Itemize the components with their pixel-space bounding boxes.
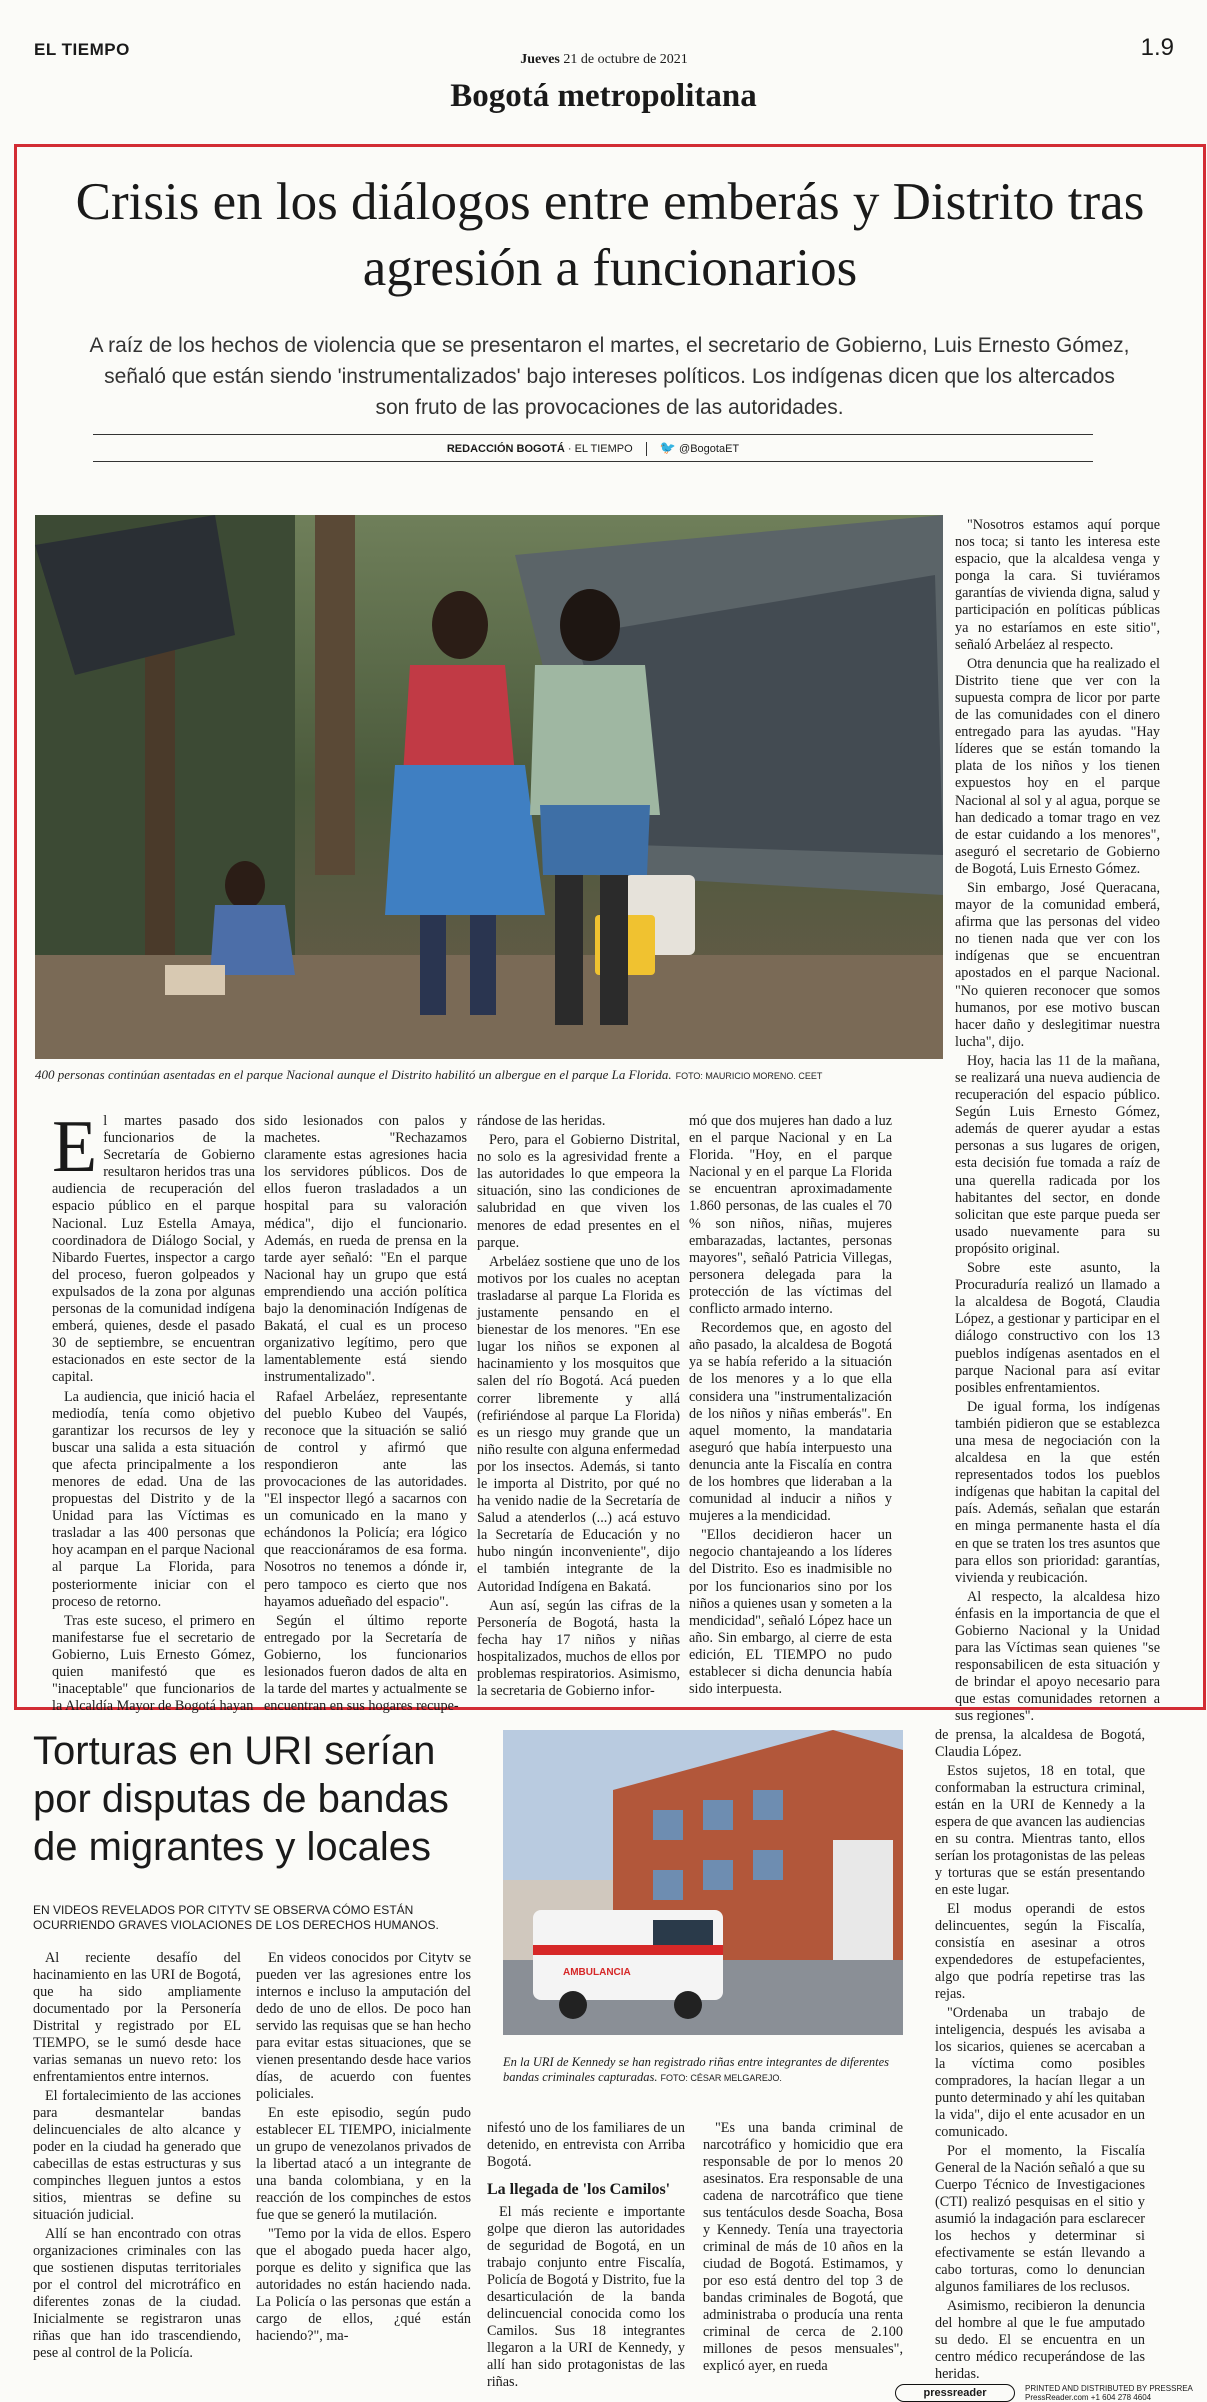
paragraph: El más reciente e importante golpe que dieron las autoridades de seguridad de Bogotá, en un trabajo conjunto entre Fiscalía, Policía de Bogotá y Distrito, fue la desarticulación de la banda delincuencial conocida como los Camilos. Sus 18 integrantes llegaron a la URI de Kennedy, y allí han sido protagonistas de las riñas. (487, 2204, 685, 2390)
main-photo-illustration (35, 515, 943, 1059)
paragraph: Aun así, según las cifras de la Personería de Bogotá, hasta la fecha hay 17 niños y niñas hospitalizados, muchos de ellos por problemas respiratorios. Asimismo, la secretaria de Gobierno infor- (477, 1597, 680, 1700)
paragraph: "Ellos decidieron hacer un negocio chantajeando a los líderes del Distrito. Eso es inadmisible no por los funcionarios sino por los niños a quienes usan y someten a la mendicidad", señaló López hace un año. Sin embargo, al cierre de esta edición, EL TIEMPO no pudo establecer si dicha denuncia había sido interpuesta. (689, 1527, 892, 1698)
main-column-2 (264, 1113, 467, 1717)
paragraph: Por el momento, la Fiscalía General de la Nación señaló a que su Cuerpo Técnico de Investigaciones (CTI) realizó pesquisas en el sitio y asumió la indagación para esclarecer los hechos y determinar si efectivamente se están llevando a cabo torturas, como lo denuncian algunos familiares de los reclusos. (935, 2143, 1145, 2295)
issue-date-day: Jueves (520, 52, 560, 67)
second-column-4 (703, 2120, 903, 2377)
byline (93, 434, 1093, 462)
second-column-1 (33, 1950, 241, 2364)
paragraph: rándose de las heridas. (477, 1113, 606, 1129)
main-headline: Crisis en los diálogos entre emberás y Distrito tras agresión a funcionarios (75, 173, 1145, 297)
newspaper-logo: EL TIEMPO (34, 40, 130, 59)
paragraph: Hoy, hacia las 11 de la mañana, se realizará una nueva audiencia de recuperación del espacio público. Según Luis Ernesto Gómez, además de querer ayudar a estas personas a sus lugares de origen, esta decisión fue tomada a raíz de una querella radicada por los habitantes del sector, en donde solicitan que este parque pueda ser usado nuevamente para su propósito original. (955, 1052, 1160, 1257)
paragraph: Pero, para el Gobierno Distrital, no solo es la agresividad frente a las autoridades lo que empeora la situación, sino las condiciones de salubridad en que viven los menores de edad presentes en el parque. (477, 1132, 680, 1251)
paragraph: de prensa, la alcaldesa de Bogotá, Claudia López. (935, 1727, 1145, 1760)
paragraph: Tras este suceso, el primero en manifestarse fue el secretario de Gobierno, Luis Ernesto Gómez, quien manifestó que es "inaceptable" que funcionarios de la Alcaldía Mayor de Bogotá hayan (52, 1612, 255, 1715)
paragraph: sido lesionados con palos y machetes. "Rechazamos claramente estas agresiones hacia los servidores públicos. Dos de ellos fueron trasladados a un hospital para su valoración médica", dijo el funcionario. Además, en rueda de prensa en la tarde ayer señaló: "En el parque Nacional hay un grupo que está emprendiendo una acción política bajo la denominación Indígenas de Bakatá, el cual es un proceso organizativo legítimo, pero que lamentablemente está siendo instrumentalizado". (264, 1113, 467, 1386)
pressreader-logo[interactable]: pressreader (895, 2384, 1015, 2402)
paragraph: Allí se han encontrado con otras organizaciones criminales con las que sostienen disputas territoriales por el control del microtráfico en diferentes zonas de la ciudad. Inicialmente se registraron unas riñas que han ido trascendiendo, pese al control de la Policía. (33, 2226, 241, 2361)
second-photo (503, 1730, 903, 2035)
main-column-1 (52, 1106, 255, 1717)
paragraph: La audiencia, que inició hacia el mediodía, tenía como objetivo garantizar los recursos de ley y buscar una salida a esta situación que afecta principalmente a los menores de edad. Una de las propuestas del Distrito y de la Unidad para las Víctimas es trasladar a las 400 personas que hoy acampan en el parque Nacional al parque La Florida, para posteriormente iniciar con el proceso de retorno. (52, 1388, 255, 1610)
paragraph: "Temo por la vida de ellos. Espero que el abogado pueda hacer algo, porque es delito y significa que las autoridades no están haciendo nada. La Policía o las personas que están a cargo de ellos, ¿qué están haciendo?", ma- (256, 2226, 471, 2344)
ambulance-label: AMBULANCIA (563, 1967, 631, 1978)
dropcap: E (52, 1106, 98, 1188)
second-column-2 (256, 1950, 471, 2347)
second-column-3 (487, 2120, 685, 2393)
paragraph: De igual forma, los indígenas también pidieron que se establezca una mesa de negociación con la alcaldesa en la que estén representados todos los pueblos indígenas que habitan la capital del país. Además, señalan que estarán en minga permanente hasta el día en que se traten los tres asuntos que para ellos son prioridad: garantías, vivienda y reubicación. (955, 1398, 1160, 1586)
paragraph: Asimismo, recibieron la denuncia del hombre al que le fue amputado su dedo. El se encuentra en un centro médico recuperándose de las heridas. (935, 2298, 1145, 2382)
pressreader-footer (895, 2382, 1195, 2402)
main-column-3 (477, 1113, 680, 1702)
paragraph: En este episodio, según pudo establecer EL TIEMPO, inicialmente un grupo de venezolanos privados de la libertad atacó a un integrante de una banda colombiana, y en la reacción de los compinches de estos fue que se generó la mutilación. (256, 2105, 471, 2223)
byline-outlet: · EL TIEMPO (564, 443, 633, 455)
paragraph: Al reciente desafío del hacinamiento en las URI de Bogotá, que ha sido ampliamente documentado por la Personería Distrital y registrado por EL TIEMPO, se le sumó desde hace varias semanas un nuevo reto: los enfrentamientos entre internos. (33, 1950, 241, 2085)
byline-author: REDACCIÓN BOGOTÁ (446, 443, 565, 455)
paragraph: Recordemos que, en agosto del año pasado, la alcaldesa de Bogotá ya se había referido a la situación de los menores y a lo que ella considera una "instrumentalización de los niños y niñas emberás". En aquel momento, la mandataria aseguró que había interpuesto una denuncia ante la Fiscalía en contra de los hombres que lideraban a la comunidad al inducir a niños y mujeres a la mendicidad. (689, 1320, 892, 1525)
footer-line: PressReader.com +1 604 278 4604 (1025, 2393, 1152, 2402)
paragraph: Sobre este asunto, la Procuraduría realizó un llamado a la alcaldesa de Bogotá, Claudia López, a gestionar y participar en el diálogo constructivo con los 13 pueblos indígenas asentados en el parque Nacional para así evitar posibles enfrentamientos. (955, 1260, 1160, 1396)
masthead (34, 34, 1174, 80)
main-photo-caption (35, 1067, 943, 1083)
subheading: La llegada de 'los Camilos' (487, 2181, 671, 2198)
main-article (14, 144, 1206, 1725)
paragraph: Sin embargo, José Queracana, mayor de la comunidad emberá, afirma que las personas del video no tienen nada que ver con los indígenas que se encuentran apostados en el parque Nacional. "No quieren reconocer que somos humanos, por ese motivo buscan hacer daño y deslegitimar nuestra lucha", dijo. (955, 879, 1160, 1050)
second-photo-caption (503, 2055, 903, 2086)
twitter-handle[interactable]: @BogotaET (679, 443, 740, 455)
paragraph: Al respecto, la alcaldesa hizo énfasis en la importancia de que el Gobierno Nacional y la Unidad para las Víctimas sean quienes "se responsabilicen de esta situación y de brindar el apoyo necesario para que estas comunidades retornen a sus regiones". (955, 1588, 1160, 1725)
pressreader-text (1025, 2384, 1193, 2402)
second-headline: Torturas en URI serían por disputas de bandas de migrantes y locales (33, 1729, 449, 1869)
main-lead: A raíz de los hechos de violencia que se presentaron el martes, el secretario de Gobierno, Luis Ernesto Gómez, señaló que están siendo 'instrumentalizados' bajo intereses políticos. Los indígenas dicen que los altercados son fruto de las provocaciones de las autoridades. (89, 334, 1130, 419)
issue-date (34, 52, 1174, 68)
main-photo (35, 515, 943, 1059)
photo-credit: FOTO: MAURICIO MORENO. CEET (675, 1071, 823, 1081)
paragraph: mó que dos mujeres han dado a luz en el parque Nacional y en La Florida. "Hoy, en el parque Nacional y en el parque La Florida se encuentran aproximadamente 1.860 personas, de las cuales el 70 % son niños, niñas, mujeres embarazadas, lactantes, personas mayores", señaló Patricia Villegas, personera delegada para la protección de las víctimas del conflicto armado interno. (689, 1113, 892, 1318)
paragraph: Arbeláez sostiene que uno de los motivos por los cuales no aceptan trasladarse al parque La Florida es justamente pensando en el bienestar de los menores. "En ese lugar los niños se exponen al hacinamiento y los mosquitos que salen del río Bogotá. Acá pueden correr libremente y allá (refiriéndose al parque La Florida) es un riesgo muy grande que un niño resulte con alguna enfermedad por los insectos. Además, si tanto le importa al Distrito, por qué no ha venido nadie de la Secretaría de Salud a atenderlos (...) acá estuvo la Secretaría de Educación y no hubo ningún inconveniente", dijo el también integrante de la Autoridad Indígena en Bakatá. (477, 1253, 680, 1595)
main-column-4 (689, 1113, 892, 1700)
paragraph: En videos conocidos por Citytv se pueden ver las agresiones entre los internos e incluso la amputación del dedo de uno de ellos. De poco han servido las requisas que se han hecho para evitar estas situaciones, que se vienen presentando desde hace varios días, de acuerdo con fuentes policiales. (256, 1950, 471, 2102)
paragraph: Rafael Arbeláez, representante del pueblo Kubeo del Vaupés, reconoce que la situación se salió de control y afirmó que respondieron ante las provocaciones de las autoridades. "El inspector llegó a sacarnos con un comunicado en la mano y echándonos la Policía; era lógico que reaccionáramos de esa forma. Nosotros no tenemos a dónde ir, pero tampoco es cierto que nos hayamos adueñado del espacio". (264, 1388, 467, 1610)
paragraph: Otra denuncia que ha realizado el Distrito tiene que ver con la supuesta compra de licor por parte de las comunidades con el dinero entregado para las ayudas. "Hay líderes que se están tomando la plata de los niños y los tienen expuestos hoy en el parque Nacional al sol y al agua, porque se han dedicado a tomar trago en vez de estar cuidando a los menores", aseguró el secretario de Gobierno de Bogotá, Luis Ernesto Gómez. (955, 655, 1160, 877)
main-column-5 (955, 517, 1160, 1728)
paragraph: "Ordenaba un trabajo de inteligencia, después les avisaba a los sicarios, quienes se acercaban a la víctima como posibles compradores, la hacían llegar a un punto determinado y ahí les quitaban la vida", dijo el ente acusador en un comunicado. (935, 2005, 1145, 2140)
second-column-5 (935, 1727, 1145, 2385)
caption-text: En la URI de Kennedy se han registrado riñas entre integrantes de diferentes bandas criminales capturadas. (503, 2055, 890, 2084)
page-number: 1.9 (1140, 34, 1174, 61)
paragraph: Según el último reporte entregado por la Secretaría de Gobierno, los funcionarios lesionados fueron dados de alta en la tarde del martes y actualmente se encuentran en sus hogares recupe- (264, 1612, 467, 1715)
issue-date-rest: 21 de octubre de 2021 (563, 52, 688, 67)
paragraph: El modus operandi de estos delincuentes, según la Fiscalía, consistía en asesinar a otros expendedores de estupefacientes, algo que podría repetirse tras las rejas. (935, 1901, 1145, 2002)
second-subheadline: EN VIDEOS REVELADOS POR CITYTV SE OBSERVA CÓMO ESTÁN OCURRIENDO GRAVES VIOLACIONES DE LOS DERECHOS HUMANOS. (33, 1903, 439, 1932)
paragraph: "Nosotros estamos aquí porque nos toca; si tanto les interesa este espacio, que la alcaldesa venga y ponga la cara. Si tuviéramos garantías de vivienda digna, salud y participación en políticas públicas ya no estaríamos en este sitio", señaló Arbeláez al respecto. (955, 517, 1160, 653)
paragraph: El fortalecimiento de las acciones para desmantelar bandas delincuenciales de alto alcance y poder en la ciudad ha generado que cabecillas de estas estructuras y sus compinches lleguen juntos a estos sitios, mientras se define su situación judicial. (33, 2088, 241, 2223)
paragraph: nifestó uno de los familiares de un detenido, en entrevista con Arriba Bogotá. (487, 2120, 685, 2170)
twitter-icon: 🐦 (659, 440, 676, 455)
paragraph: El martes pasado dos funcionarios de la Secretaría de Gobierno resultaron heridos tras una audiencia de recuperación del espacio público en el parque Nacional. Luz Estella Amaya, coordinadora de Diálogo Social, y Nibardo Fuertes, inspector a cargo del proceso, fueron golpeados y expulsados de la zona por algunas personas de la comunidad indígena emberá, quienes, desde el pasado 30 de septiembre, se encuentran estacionados en este sector de la capital. (52, 1106, 255, 1386)
photo-credit: FOTO: CÉSAR MELGAREJO. (660, 2073, 782, 2083)
paragraph: Estos sujetos, 18 en total, que conformaban la estructura criminal, están en la URI de Kennedy a la espera de que avancen las audiencias en su contra. Mientras tanto, ellos serían los protagonistas de las peleas y torturas que se están presentando en este lugar. (935, 1763, 1145, 1898)
byline-divider (646, 442, 647, 456)
section-title: Bogotá metropolitana (450, 78, 757, 114)
footer-line: PRINTED AND DISTRIBUTED BY PRESSREA (1025, 2384, 1193, 2393)
ambulance-photo-illustration (503, 1730, 903, 2035)
caption-text: 400 personas continúan asentadas en el parque Nacional aunque el Distrito habilitó un albergue en el parque La Florida. (35, 1067, 672, 1082)
paragraph: "Es una banda criminal de narcotráfico y homicidio que era responsable de por lo menos 20 asesinatos. Era responsable de una cadena de narcotráfico que tiene sus tentáculos desde Soacha, Bosa y Kennedy. Tenía una trayectoria criminal de más de 10 años en la ciudad de Bogotá. Estimamos, y por eso está dentro del top 3 de bandas criminales de Bogotá, que administraba o producía una renta criminal de cerca de 2.100 millones de pesos mensuales", explicó ayer, en rueda (703, 2120, 903, 2374)
